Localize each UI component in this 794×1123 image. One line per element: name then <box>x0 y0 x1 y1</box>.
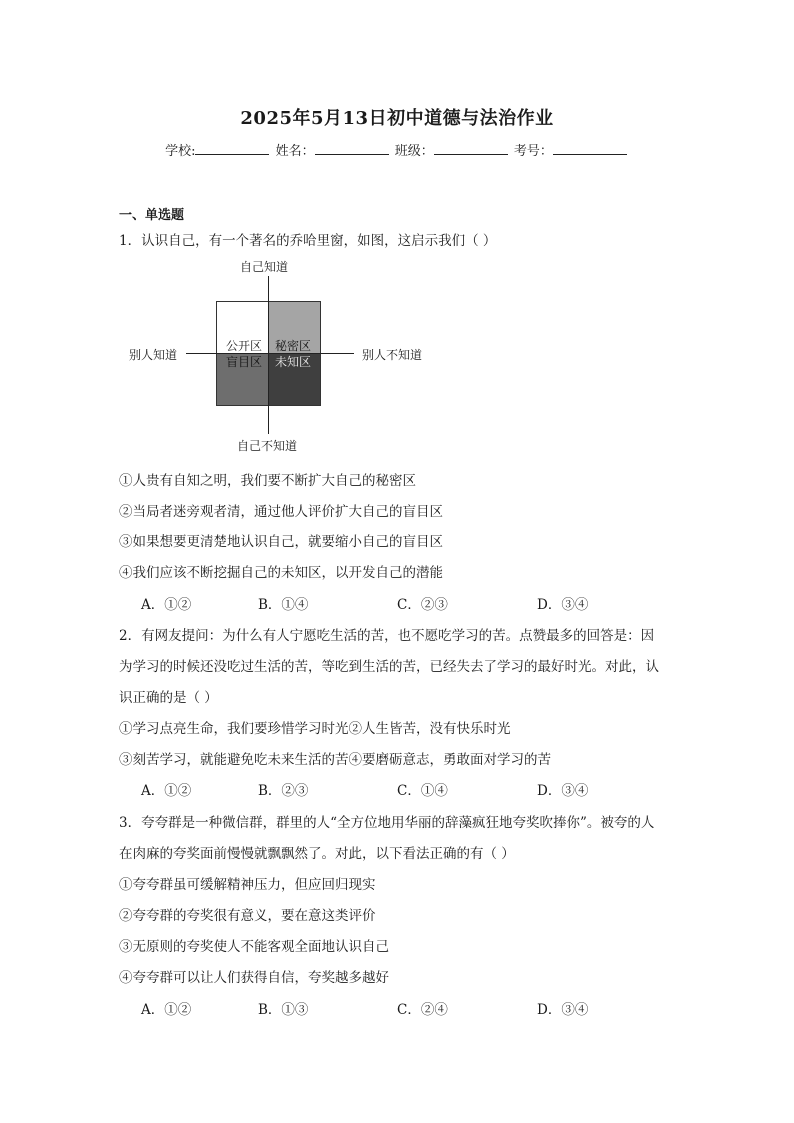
name-blank[interactable] <box>315 142 389 155</box>
option-d[interactable]: D．③④ <box>537 597 589 613</box>
question-2-stem: 为学习的时候还没吃过生活的苦，等吃到生活的苦，已经失去了学习的最好时光。对此，认 <box>119 659 659 675</box>
option-c[interactable]: C．②④ <box>397 1002 448 1018</box>
question-3-stem: 在肉麻的夸奖面前慢慢就飘飘然了。对此，以下看法正确的有（ ） <box>119 846 515 862</box>
question-3-statement: ④夸夸群可以让人们获得自信，夸奖越多越好 <box>119 970 389 986</box>
question-2-stem: 识正确的是（ ） <box>119 690 218 706</box>
question-3-statement: ①夸夸群虽可缓解精神压力，但应回归现实 <box>119 877 376 893</box>
class-label: 班级： <box>394 144 434 159</box>
option-a[interactable]: A．①② <box>141 597 192 613</box>
section-title: 一、单选题 <box>119 208 185 223</box>
option-a[interactable]: A．①② <box>141 783 192 799</box>
vertical-axis <box>268 276 269 434</box>
exam-number-label: 考号： <box>513 144 553 159</box>
name-label: 姓名： <box>275 144 315 159</box>
option-c[interactable]: C．①④ <box>397 783 448 799</box>
question-2-stem: 2．有网友提问：为什么有人宁愿吃生活的苦，也不愿吃学习的苦。点赞最多的回答是：因 <box>119 628 655 644</box>
horizontal-axis <box>186 353 354 354</box>
option-b[interactable]: B．①③ <box>258 1002 309 1018</box>
figure-bottom-label: 自己不知道 <box>237 439 298 453</box>
option-a[interactable]: A．①② <box>141 1002 192 1018</box>
option-b[interactable]: B．①④ <box>258 597 309 613</box>
school-label: 学校: <box>165 144 196 159</box>
question-1-statement: ③如果想要更清楚地认识自己，就要缩小自己的盲目区 <box>119 534 443 550</box>
blind-quadrant-label: 盲目区 <box>226 355 263 369</box>
class-blank[interactable] <box>434 142 508 155</box>
student-info-row <box>0 140 794 159</box>
option-d[interactable]: D．③④ <box>537 1002 589 1018</box>
question-1-statement: ①人贵有自知之明，我们要不断扩大自己的秘密区 <box>119 473 416 489</box>
figure-top-label: 自己知道 <box>240 260 289 274</box>
option-b[interactable]: B．②③ <box>258 783 309 799</box>
question-1-stem: 1．认识自己，有一个著名的乔哈里窗，如图，这启示我们（ ） <box>119 233 497 249</box>
question-1-statement: ④我们应该不断挖掘自己的未知区，以开发自己的潜能 <box>119 565 443 581</box>
figure-right-label: 别人不知道 <box>362 348 423 362</box>
question-3-statement: ②夸夸群的夸奖很有意义，要在意这类评价 <box>119 908 376 924</box>
question-1-statement: ②当局者迷旁观者清，通过他人评价扩大自己的盲目区 <box>119 504 443 520</box>
option-d[interactable]: D．③④ <box>537 783 589 799</box>
secret-quadrant-label: 秘密区 <box>275 339 312 353</box>
exam-number-blank[interactable] <box>553 142 627 155</box>
option-c[interactable]: C．②③ <box>397 597 448 613</box>
question-3-stem: 3．夸夸群是一种微信群，群里的人“全方位地用华丽的辞藻疯狂地夸奖吹捧你”。被夸的人 <box>119 815 655 831</box>
open-quadrant-label: 公开区 <box>226 339 263 353</box>
question-2-statement: ③刻苦学习，就能避免吃未来生活的苦④要磨砺意志，勇敢面对学习的苦 <box>119 752 551 768</box>
figure-left-label: 别人知道 <box>129 348 178 362</box>
unknown-quadrant-label: 未知区 <box>275 355 312 369</box>
page-title: 2025年5月13日初中道德与法治作业 <box>240 108 554 129</box>
school-blank[interactable] <box>195 142 269 155</box>
question-2-statement: ①学习点亮生命，我们要珍惜学习时光②人生皆苦，没有快乐时光 <box>119 721 511 737</box>
question-3-statement: ③无原则的夸奖使人不能客观全面地认识自己 <box>119 939 389 955</box>
